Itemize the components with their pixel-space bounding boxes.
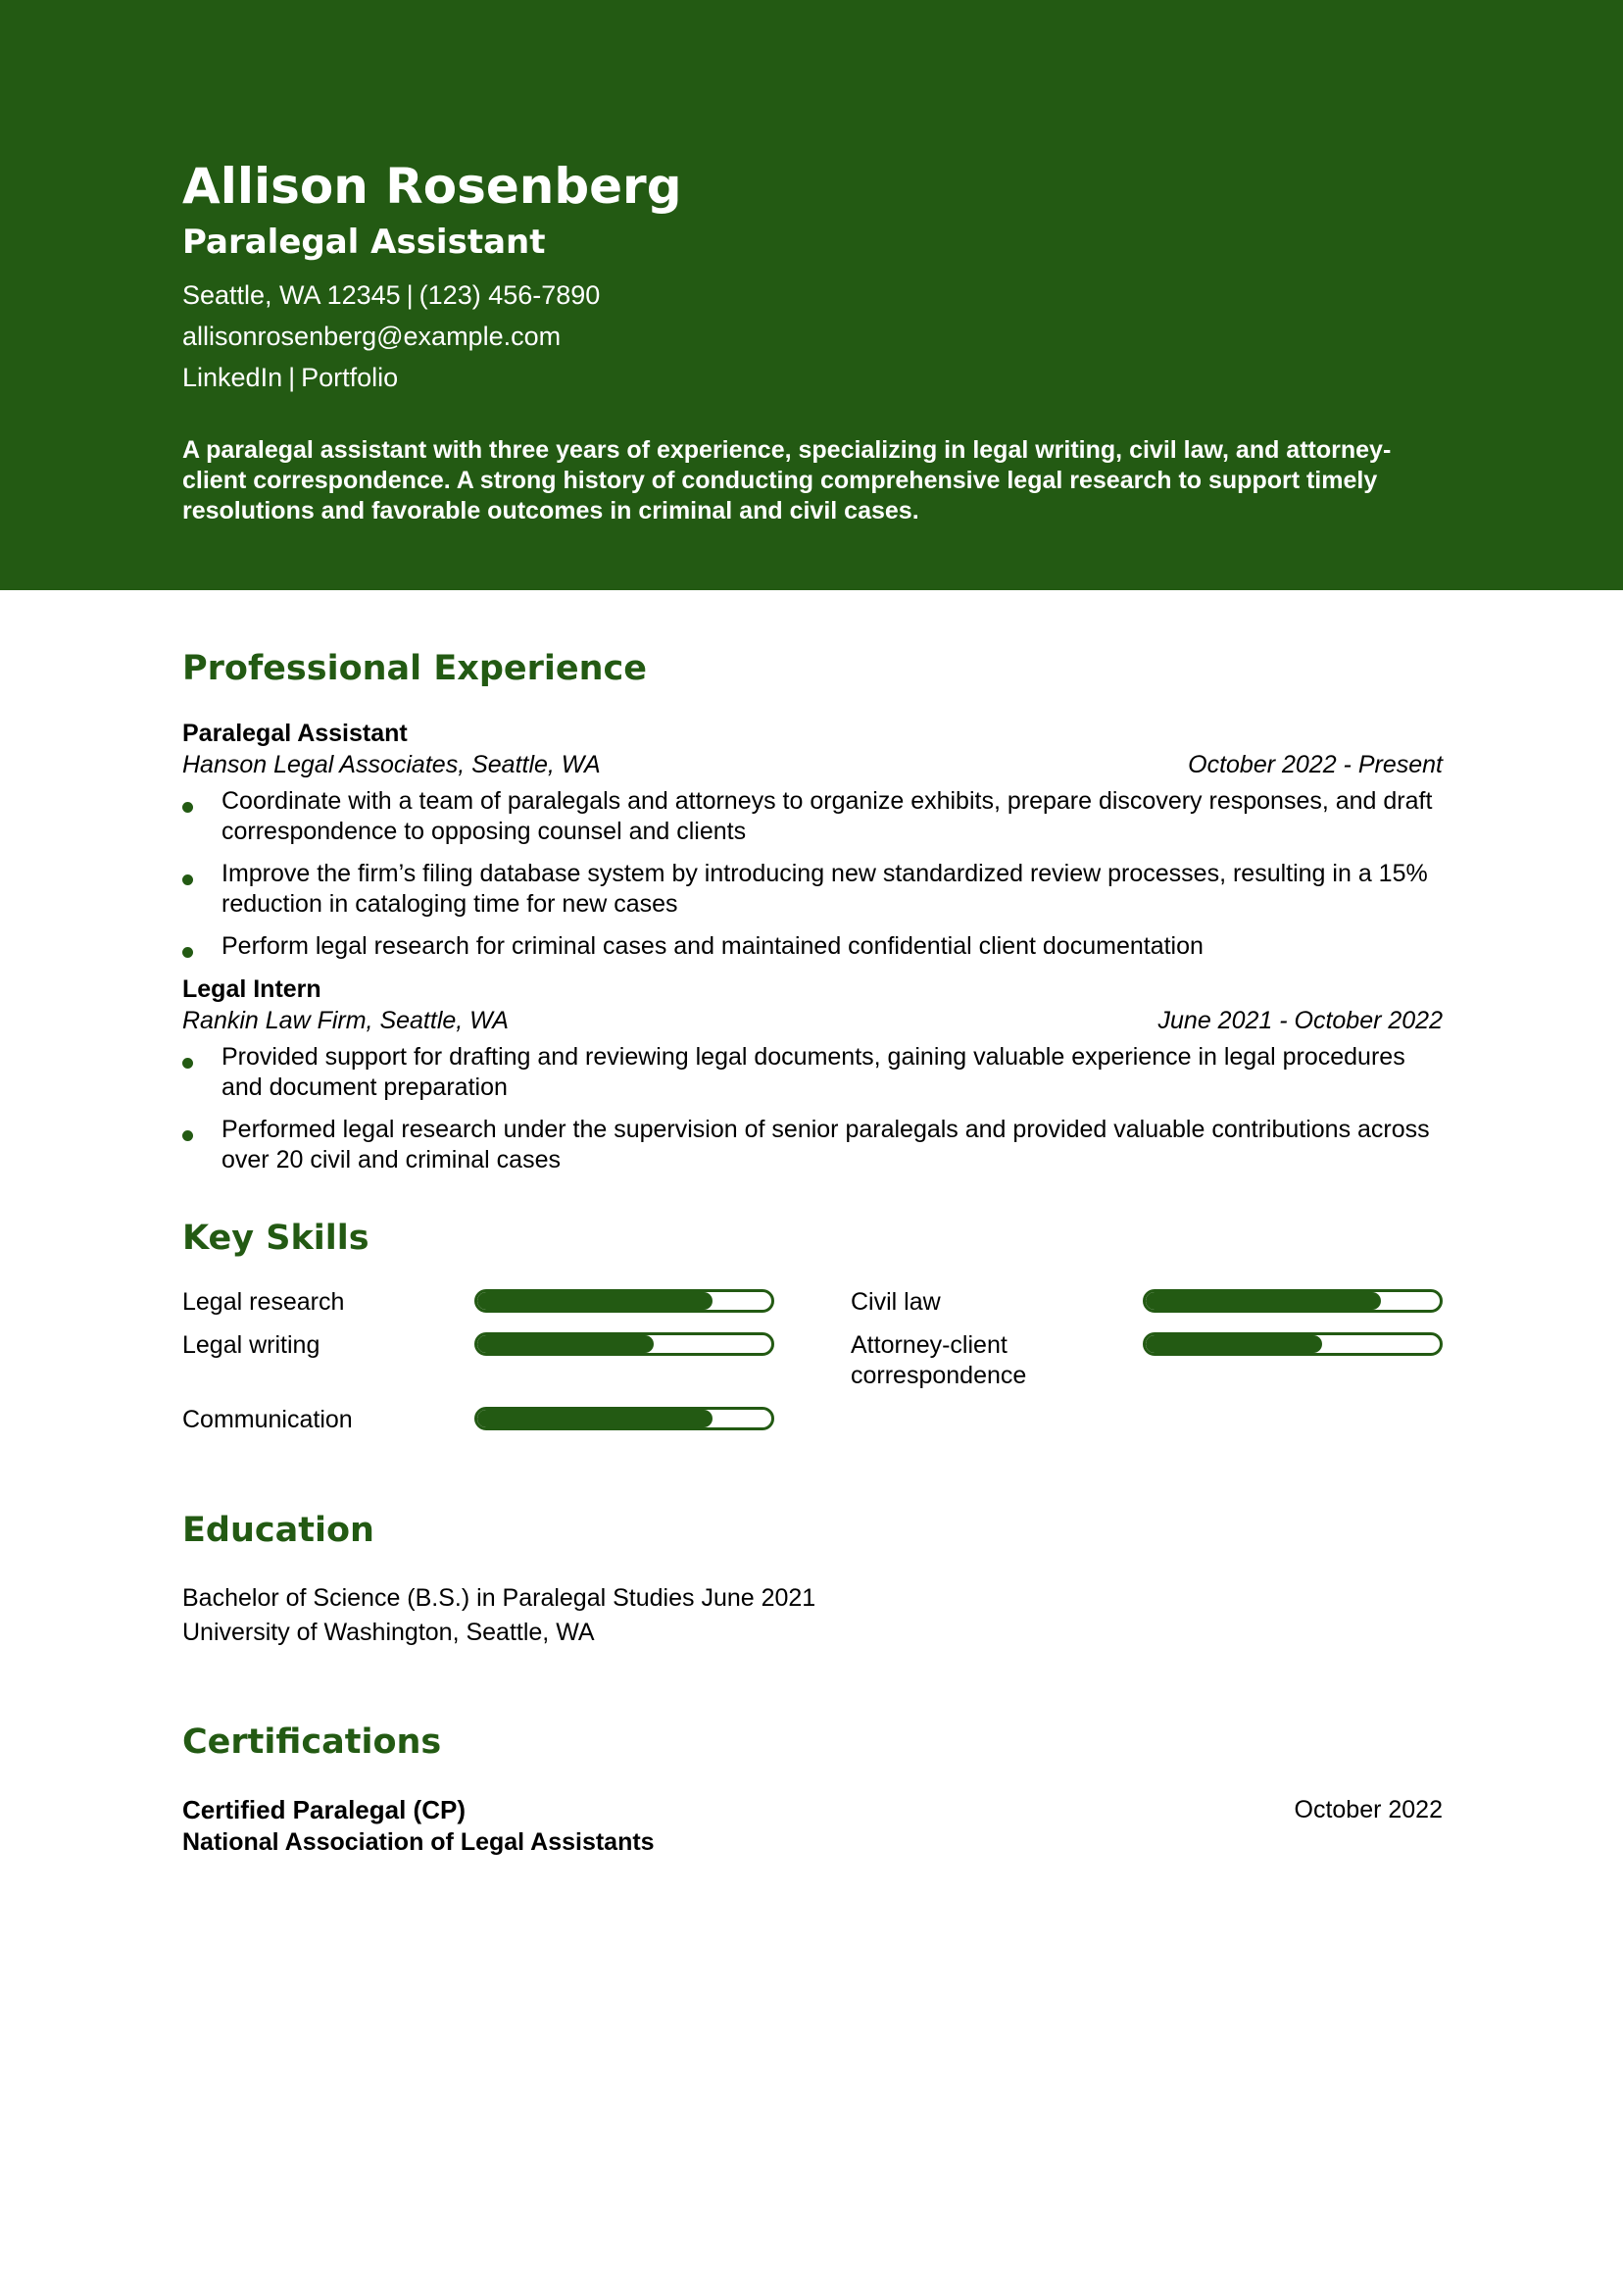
skills-section — [182, 1217, 1443, 1444]
skill-label: Attorney-client correspondence — [851, 1331, 1027, 1389]
certification-entry — [182, 1793, 1443, 1858]
skill-bar — [1143, 1289, 1443, 1313]
bullet-item — [182, 1115, 1443, 1175]
certification-date: October 2022 — [1294, 1796, 1443, 1823]
experience-section — [182, 647, 1443, 1175]
skill-bar-fill — [1146, 1335, 1322, 1353]
bullet-item — [182, 859, 1443, 920]
bullet-item — [182, 1042, 1443, 1103]
skill-label: Communication — [182, 1406, 353, 1433]
job-bullets — [182, 786, 1443, 962]
job-company: Hanson Legal Associates, Seattle, WA — [182, 751, 601, 778]
degree-line: Bachelor of Science (B.S.) in Paralegal Studies June 2021 — [182, 1584, 816, 1612]
skills-grid — [182, 1287, 1443, 1444]
skill-bar-fill — [477, 1335, 654, 1353]
contact-line-1 — [182, 275, 1447, 316]
phone: (123) 456-7890 — [418, 280, 601, 310]
candidate-role: Paralegal Assistant — [182, 223, 546, 262]
job-bullets — [182, 1042, 1443, 1175]
skill-bar — [474, 1332, 774, 1356]
skill-bar — [1143, 1332, 1443, 1356]
location: Seattle, WA 12345 — [182, 280, 401, 310]
job-title: Paralegal Assistant — [182, 720, 408, 747]
job-company: Rankin Law Firm, Seattle, WA — [182, 1007, 509, 1034]
portfolio-link[interactable]: Portfolio — [301, 363, 399, 392]
section-title-experience: Professional Experience — [182, 649, 648, 688]
email-link[interactable]: allisonrosenberg@example.com — [182, 322, 562, 351]
bullet-icon — [182, 1058, 193, 1069]
bullet-icon — [182, 947, 193, 958]
job-meta — [182, 749, 1443, 780]
separator: | — [406, 280, 414, 310]
education-entry — [182, 1581, 1443, 1650]
bullet-icon — [182, 874, 193, 885]
contact-line-3 — [182, 357, 1447, 398]
bullet-text: Performed legal research under the supervision of senior paralegals and provided valuable contributions across over 20 civil and criminal cases — [221, 1116, 1430, 1173]
school-line: University of Washington, Seattle, WA — [182, 1619, 595, 1646]
contact-line-2 — [182, 316, 1447, 357]
job-entry — [182, 973, 1443, 1175]
header-content — [182, 155, 1447, 526]
skill-bar-fill — [1146, 1292, 1381, 1310]
skill-bar — [474, 1289, 774, 1313]
certification-name: Certified Paralegal (CP) — [182, 1795, 466, 1824]
section-title-education: Education — [182, 1511, 374, 1550]
bullet-text: Coordinate with a team of paralegals and attorneys to organize exhibits, prepare discovery responses, and draft correspondence to opposing counsel and clients — [221, 787, 1433, 845]
bullet-text: Improve the firm’s filing database system by introducing new standardized review processes, resulting in a 15% reduction in cataloging time for new cases — [221, 860, 1428, 918]
certifications-section — [182, 1721, 1443, 1858]
job-meta — [182, 1005, 1443, 1036]
bullet-icon — [182, 802, 193, 813]
resume-body — [182, 590, 1443, 1858]
bullet-text: Provided support for drafting and reviewing legal documents, gaining valuable experience in legal procedures and document preparation — [221, 1043, 1405, 1101]
separator: | — [288, 363, 296, 392]
certification-info — [182, 1793, 655, 1858]
job-entry — [182, 718, 1443, 962]
candidate-name: Allison Rosenberg — [182, 158, 682, 215]
skill-label: Legal research — [182, 1288, 345, 1316]
skill-label: Civil law — [851, 1288, 941, 1316]
skill-label: Legal writing — [182, 1331, 320, 1359]
resume-header — [0, 0, 1623, 590]
education-section — [182, 1509, 1443, 1650]
section-title-certifications: Certifications — [182, 1722, 442, 1762]
section-title-skills: Key Skills — [182, 1219, 369, 1258]
skill-bar-fill — [477, 1292, 713, 1310]
job-dates: June 2021 - October 2022 — [1157, 1007, 1443, 1034]
skill-bar — [474, 1407, 774, 1430]
bullet-icon — [182, 1130, 193, 1141]
bullet-text: Perform legal research for criminal cases and maintained confidential client documentation — [221, 932, 1204, 960]
bullet-item — [182, 786, 1443, 847]
bullet-item — [182, 931, 1443, 962]
job-title: Legal Intern — [182, 975, 321, 1003]
skill-bar-fill — [477, 1410, 713, 1427]
linkedin-link[interactable]: LinkedIn — [182, 363, 283, 392]
job-dates: October 2022 - Present — [1188, 751, 1443, 778]
certification-org: National Association of Legal Assistants — [182, 1828, 655, 1856]
summary: A paralegal assistant with three years of experience, specializing in legal writing, civil law, and attorney-client correspondence. A strong history of conducting comprehensive legal research to support timely resolutions and favorable outcomes in criminal and civil cases. — [182, 436, 1392, 524]
